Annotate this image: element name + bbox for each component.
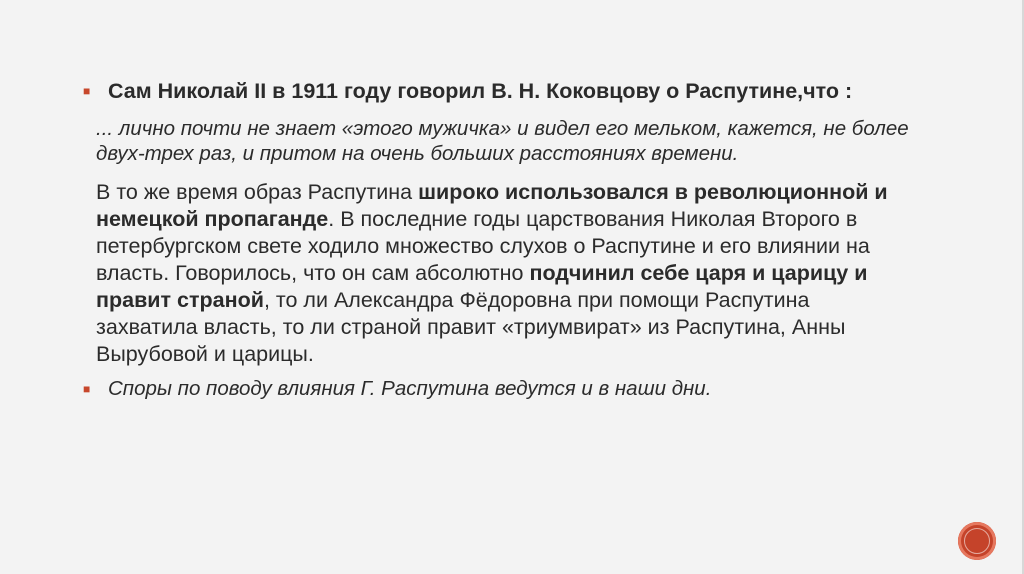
body-bold-1: широко использовался в революционной и немецкой пропаганде — [96, 180, 888, 231]
body-text-3: , то ли Александра Фёдоровна при помощи Распутина захватила власть, то ли страной правит «триумвират» из Распутина, Анны Вырубовой и царицы. — [96, 288, 846, 366]
body-paragraph — [96, 179, 916, 368]
body-text-2: . В последние годы царствования Николая Второго в петербургском свете ходило множество слухов о Распутине и его влиянии на власть. Говорилось, что он сам абсолютно — [96, 207, 870, 285]
paragraph-1-text: Сам Николай II в 1911 году говорил В. Н. Коковцову о Распутине,что : — [108, 79, 853, 103]
body-text-1: В то же время образ Распутина — [96, 180, 419, 204]
slide-content — [83, 78, 916, 402]
bullet-paragraph-2 — [83, 376, 916, 402]
paragraph-4-text: Споры по поводу влияния Г. Распутина ведутся и в наши дни. — [108, 377, 712, 400]
square-bullet-icon: ■ — [83, 84, 91, 98]
body-bold-2: подчинил себе царя и царицу и правит страной — [96, 261, 868, 312]
quote-paragraph: ... лично почти не знает «этого мужичка» и видел его мельком, кажется, не более двух-трех раз, и притом на очень больших расстояниях времени. — [96, 117, 909, 165]
bullet-paragraph-1 — [83, 78, 916, 104]
square-bullet-icon: ■ — [83, 382, 91, 396]
circle-nav-icon[interactable] — [958, 522, 996, 560]
